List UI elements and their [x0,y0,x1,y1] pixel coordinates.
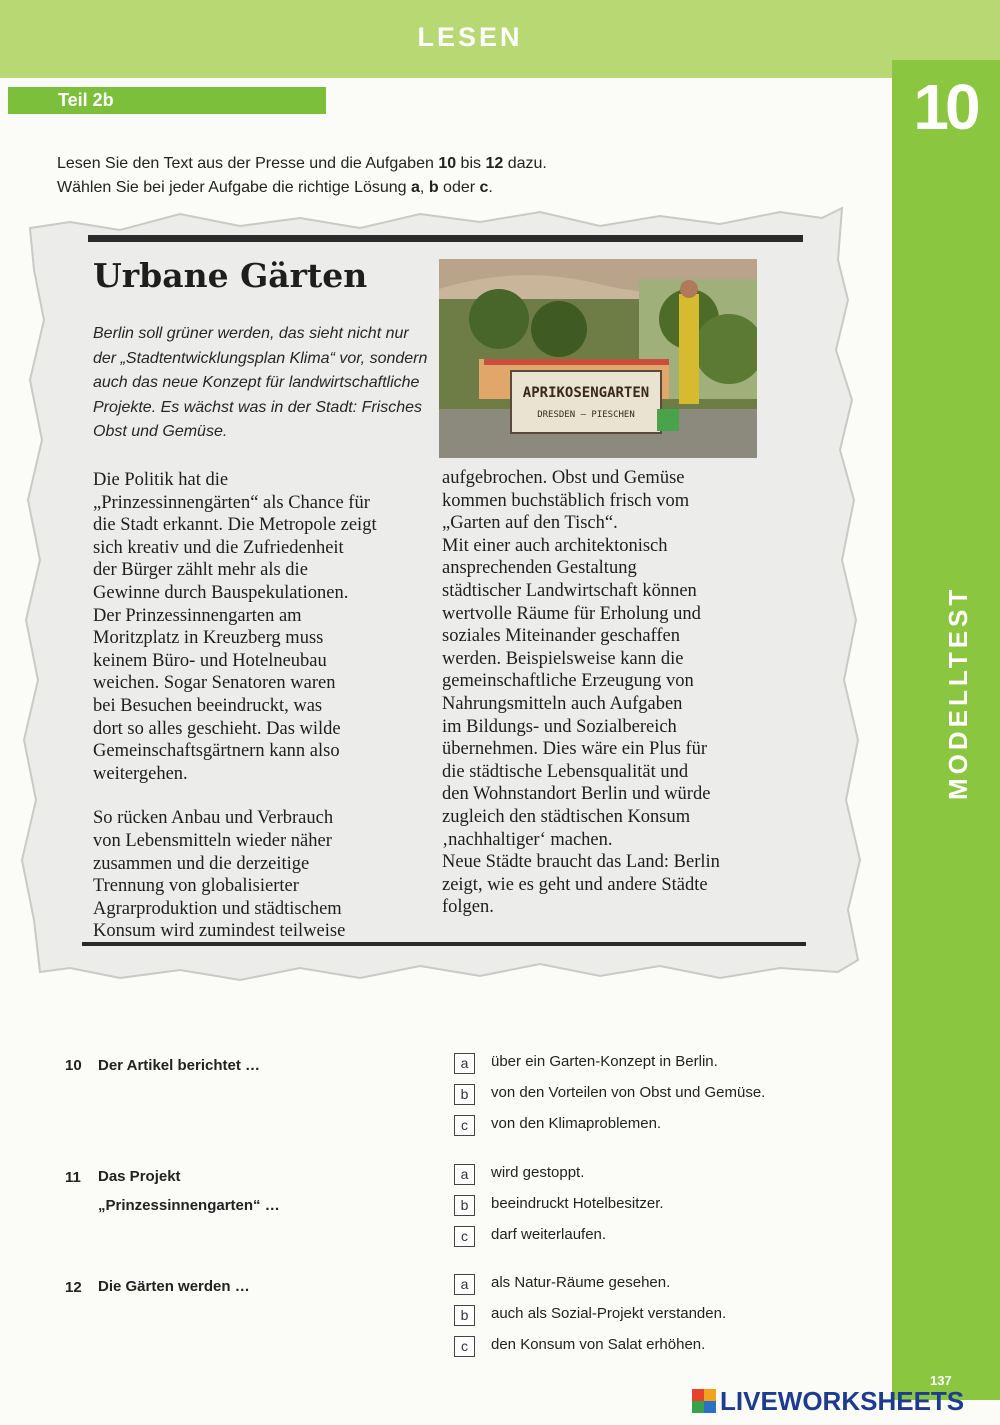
chapter-number: 10 [913,71,977,143]
article-headline: Urbane Gärten [93,256,368,295]
page-title: LESEN [417,22,523,52]
instr-bold: 10 [438,155,457,172]
option-checkbox[interactable]: c [454,1336,475,1357]
section-label: Teil 2b [8,87,326,114]
task-number: 10 [65,1057,82,1074]
option-checkbox[interactable]: a [454,1274,475,1295]
instr-bold: 12 [485,155,504,172]
article-column-2 [442,467,772,919]
option-text: beeindruckt Hotelbesitzer. [491,1195,664,1212]
option-text: darf weiterlaufen. [491,1226,607,1243]
option-text: von den Klimaproblemen. [491,1115,662,1132]
article-paragraph: So rücken Anbau und Verbrauch von Lebensmitteln wieder näher zusammen und die derzeitige Trennung von globalisierter Agrarproduktion und städtischem Konsum wird zumindest teilweise [93,808,346,942]
option-text: als Natur-Räume gesehen. [491,1274,671,1291]
option-text: wird gestoppt. [491,1164,585,1181]
liveworksheets-watermark [692,1386,964,1416]
option-checkbox[interactable]: a [454,1053,475,1074]
article-column-1 [93,469,423,943]
instr-bold: b [428,179,439,196]
page-number: 137 [930,1373,952,1388]
task-number: 12 [65,1279,82,1296]
article-top-rule [88,235,803,242]
article-lead: Berlin soll grüner werden, das sieht nicht nur der „Stadtentwicklungsplan Klima“ vor, sondern auch das neue Konzept für landwirtschaftliche Projekte. Es wächst was in der Stadt: Frisches Obst und Gemüse. [93,325,428,440]
option-checkbox[interactable]: b [454,1305,475,1326]
article-paragraph: Die Politik hat die „Prinzessinnengärten“ als Chance für die Stadt erkannt. Die Metropole zeigt sich kreativ und die Zufriedenheit der Bürger zählt mehr als die Gewinne durch Bauspekulationen. Der Prinzessinnengarten am Moritzplatz in Kreuzberg muss keinem Büro- und Hotelneubau weichen. Sogar Senatoren waren bei Besuchen beeindruckt, was dort so alles geschieht. Das wilde Gemeinschaftsgärtnern kann also weitergehen. [93,470,377,784]
option-checkbox[interactable]: b [454,1195,475,1216]
article-paragraph: aufgebrochen. Obst und Gemüse kommen buchstäblich frisch vom „Garten auf den Tisch“. Mit einer auch architektonisch ansprechenden Gestaltung städtischer Landwirtschaft können wertvolle Räume für Erholung und soziales Miteinander geschaffen werden. Beispielsweise kann die gemeinschaftliche Erzeugung von Nahrungsmitteln auch Aufgaben im Bildungs- und Sozialbereich übernehmen. Dies wäre ein Plus für die städtische Lebensqualität und den Wohnstandort Berlin und würde zugleich den städtischen Konsum ‚nachhaltiger‘ machen. Neue Städte braucht das Land: Berlin zeigt, wie es geht und andere Städte folgen. [442,468,720,918]
liveworksheets-logo-icon [692,1389,716,1413]
instr-bold: c [479,179,489,196]
option-checkbox[interactable]: c [454,1115,475,1136]
side-label: MODELLTEST [943,585,973,800]
option-text: den Konsum von Salat erhöhen. [491,1336,706,1353]
instr-text: Lesen Sie den Text aus der Presse und die Aufgaben [57,155,439,172]
instr-text: . [488,179,493,196]
article-bottom-rule [82,942,806,946]
option-checkbox[interactable]: b [454,1084,475,1105]
instr-text: dazu. [503,155,547,172]
task-question: Die Gärten werden … [98,1278,250,1295]
task-number: 11 [65,1169,81,1186]
instr-text: oder [438,179,480,196]
option-checkbox[interactable]: c [454,1226,475,1247]
task-question [98,1162,280,1220]
sign-text-2: DRESDEN – PIESCHEN [537,410,635,420]
option-text: über ein Garten-Konzept in Berlin. [491,1053,718,1070]
instr-text: bis [456,155,486,172]
option-checkbox[interactable]: a [454,1164,475,1185]
sign-text-1: APRIKOSENGARTEN [522,385,650,401]
instr-text: , [419,179,429,196]
task-question-line: Das Projekt [98,1168,181,1185]
garden-photo-image [439,259,757,458]
task-question-line: „Prinzessinnengarten“ … [98,1197,280,1214]
option-text: auch als Sozial-Projekt verstanden. [491,1305,727,1322]
garden-photo [439,259,757,458]
task-question: Der Artikel berichtet … [98,1057,260,1074]
option-text: von den Vorteilen von Obst und Gemüse. [491,1084,766,1101]
instr-text: Wählen Sie bei jeder Aufgabe die richtige Lösung [57,179,412,196]
instr-bold: a [411,179,420,196]
liveworksheets-text: LIVEWORKSHEETS [720,1385,965,1416]
